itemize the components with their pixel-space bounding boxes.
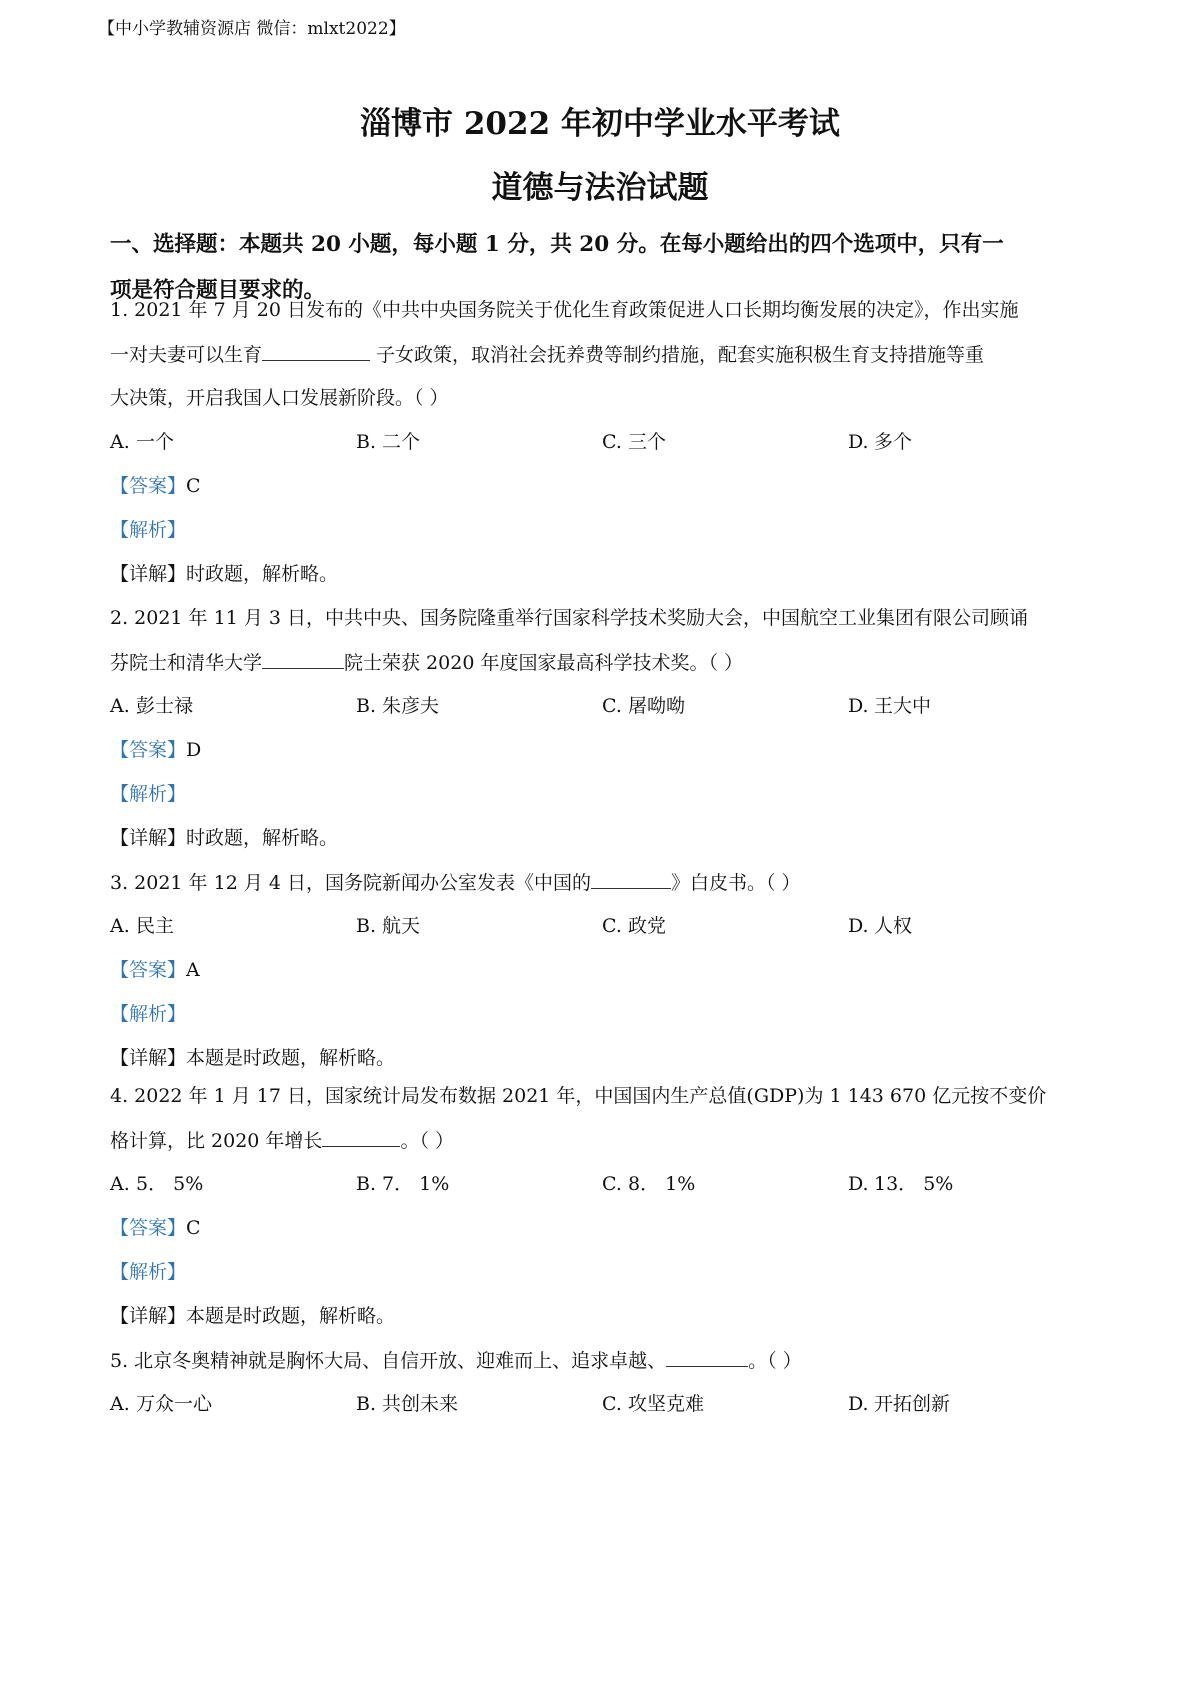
option-text: 人权 <box>874 915 913 937</box>
question-3-text-b: 》白皮书。（ ） <box>671 872 801 894</box>
question-4-option-c <box>602 1170 695 1198</box>
answer-blank <box>262 648 344 669</box>
answer-value: D <box>186 739 202 761</box>
option-text: 万众一心 <box>136 1393 213 1415</box>
question-4-text-b: 。（ ） <box>400 1130 454 1152</box>
question-4-detail <box>110 1302 1110 1330</box>
option-text: 5． 5% <box>136 1173 204 1195</box>
question-3-option-d <box>848 912 912 940</box>
question-5-option-b <box>356 1390 458 1418</box>
option-letter: D. <box>848 695 869 717</box>
option-text: 政党 <box>628 915 667 937</box>
analysis-label: 【解析】 <box>110 783 187 805</box>
analysis-label: 【解析】 <box>110 1003 187 1025</box>
option-letter: A. <box>110 431 130 453</box>
option-letter: B. <box>356 431 377 453</box>
answer-value: A <box>186 959 200 981</box>
option-letter: B. <box>356 695 377 717</box>
section-instructions-line-2: 项是符合题目要求的。 <box>110 278 326 303</box>
option-letter: D. <box>848 1173 869 1195</box>
option-letter: C. <box>602 915 622 937</box>
question-1-text-b: 子女政策，取消社会抚养费等制约措施，配套实施积极生育支持措施等重 <box>370 344 985 366</box>
analysis-label: 【解析】 <box>110 519 187 541</box>
answer-blank <box>322 1126 400 1147</box>
question-2-answer <box>110 736 1110 764</box>
option-letter: D. <box>848 431 869 453</box>
question-2-line-1: 2. 2021 年 11 月 3 日，中共中央、国务院隆重举行国家科学技术奖励大会，中国航空工业集团有限公司顾诵 <box>110 607 1028 629</box>
option-letter: C. <box>602 1173 622 1195</box>
option-letter: B. <box>356 915 377 937</box>
question-4-analysis <box>110 1258 1110 1286</box>
detail-text: 时政题，解析略。 <box>186 827 339 849</box>
option-text: 朱彦夫 <box>382 695 440 717</box>
question-2-option-c <box>602 692 685 720</box>
question-1-line-1: 1. 2021 年 7 月 20 日发布的《中共中央国务院关于优化生育政策促进人口长期均衡发展的决定》，作出实施 <box>110 299 1019 321</box>
detail-label: 【详解】 <box>110 1305 187 1327</box>
question-2-text-b: 院士荣获 2020 年度国家最高科学技术奖。（ ） <box>344 652 743 674</box>
answer-label: 【答案】 <box>110 475 187 497</box>
option-text: 攻坚克难 <box>628 1393 705 1415</box>
answer-label: 【答案】 <box>110 1217 187 1239</box>
option-text: 二个 <box>382 431 421 453</box>
option-text: 王大中 <box>874 695 932 717</box>
question-2-analysis <box>110 780 1110 808</box>
option-text: 彭士禄 <box>136 695 194 717</box>
question-5-text-b: 。（ ） <box>748 1350 802 1372</box>
question-2-option-a <box>110 692 193 720</box>
question-1-answer <box>110 472 1110 500</box>
question-5-option-d <box>848 1390 950 1418</box>
answer-value: C <box>186 475 201 497</box>
option-letter: A. <box>110 695 130 717</box>
question-4-text-a: 格计算，比 2020 年增长 <box>110 1130 323 1152</box>
question-1-option-d <box>848 428 912 456</box>
answer-blank <box>666 1346 748 1367</box>
question-3-text-a: 3. 2021 年 12 月 4 日，国务院新闻办公室发表《中国的 <box>110 872 591 894</box>
option-text: 屠呦呦 <box>628 695 686 717</box>
detail-text: 本题是时政题，解析略。 <box>186 1047 396 1069</box>
detail-label: 【详解】 <box>110 1047 187 1069</box>
question-3-detail <box>110 1044 1110 1072</box>
question-4-option-a <box>110 1170 203 1198</box>
watermark-text: 【中小学教辅资源店 微信：mlxt2022】 <box>98 19 406 39</box>
question-1-option-a <box>110 428 174 456</box>
answer-value: C <box>186 1217 201 1239</box>
detail-text: 本题是时政题，解析略。 <box>186 1305 396 1327</box>
question-5-option-a <box>110 1390 212 1418</box>
answer-blank <box>591 868 671 889</box>
question-5-option-c <box>602 1390 704 1418</box>
exam-subject-title: 道德与法治试题 <box>491 170 709 206</box>
option-text: 一个 <box>136 431 175 453</box>
question-1-option-c <box>602 428 666 456</box>
detail-label: 【详解】 <box>110 563 187 585</box>
answer-blank <box>262 340 370 361</box>
option-letter: D. <box>848 1393 869 1415</box>
question-4-option-b <box>356 1170 449 1198</box>
question-4-line-1: 4. 2022 年 1 月 17 日，国家统计局发布数据 2021 年，中国国内生产总值(GDP)为 1 143 670 亿元按不变价 <box>110 1085 1047 1107</box>
question-1-detail <box>110 560 1110 588</box>
question-5-line-1 <box>110 1346 1110 1375</box>
option-letter: C. <box>602 431 622 453</box>
option-letter: D. <box>848 915 869 937</box>
question-4-line-2 <box>110 1126 1110 1155</box>
detail-label: 【详解】 <box>110 827 187 849</box>
answer-label: 【答案】 <box>110 739 187 761</box>
analysis-label: 【解析】 <box>110 1261 187 1283</box>
question-1-option-b <box>356 428 420 456</box>
question-2-text-a: 芬院士和清华大学 <box>110 652 263 674</box>
question-3-analysis <box>110 1000 1110 1028</box>
question-4-option-d <box>848 1170 953 1198</box>
question-2-option-d <box>848 692 931 720</box>
section-instructions-line-1: 一、选择题：本题共 20 小题，每小题 1 分，共 20 分。在每小题给出的四个选项中，只有一 <box>110 232 1004 257</box>
option-text: 开拓创新 <box>874 1393 951 1415</box>
detail-text: 时政题，解析略。 <box>186 563 339 585</box>
question-3-option-c <box>602 912 666 940</box>
question-5-text-a: 5. 北京冬奥精神就是胸怀大局、自信开放、迎难而上、追求卓越、 <box>110 1350 667 1372</box>
option-text: 7． 1% <box>382 1173 450 1195</box>
question-1-text-a: 一对夫妻可以生育 <box>110 344 263 366</box>
option-text: 多个 <box>874 431 913 453</box>
question-3-line-1 <box>110 868 1110 897</box>
question-3-option-b <box>356 912 420 940</box>
option-letter: B. <box>356 1393 377 1415</box>
question-4-answer <box>110 1214 1110 1242</box>
option-text: 共创未来 <box>382 1393 459 1415</box>
option-text: 8． 1% <box>628 1173 696 1195</box>
exam-title: 淄博市 2022 年初中学业水平考试 <box>360 106 840 142</box>
option-letter: A. <box>110 915 130 937</box>
question-3-answer <box>110 956 1110 984</box>
option-letter: C. <box>602 1393 622 1415</box>
option-letter: A. <box>110 1393 130 1415</box>
option-letter: C. <box>602 695 622 717</box>
question-2-line-2 <box>110 648 1110 677</box>
question-1-analysis <box>110 516 1110 544</box>
option-text: 三个 <box>628 431 667 453</box>
option-text: 航天 <box>382 915 421 937</box>
answer-label: 【答案】 <box>110 959 187 981</box>
question-2-detail <box>110 824 1110 852</box>
question-1-line-2 <box>110 340 1110 369</box>
option-letter: B. <box>356 1173 377 1195</box>
question-1-line-3: 大决策，开启我国人口发展新阶段。（ ） <box>110 387 449 409</box>
option-letter: A. <box>110 1173 130 1195</box>
option-text: 13． 5% <box>874 1173 954 1195</box>
question-3-option-a <box>110 912 174 940</box>
option-text: 民主 <box>136 915 175 937</box>
question-2-option-b <box>356 692 439 720</box>
